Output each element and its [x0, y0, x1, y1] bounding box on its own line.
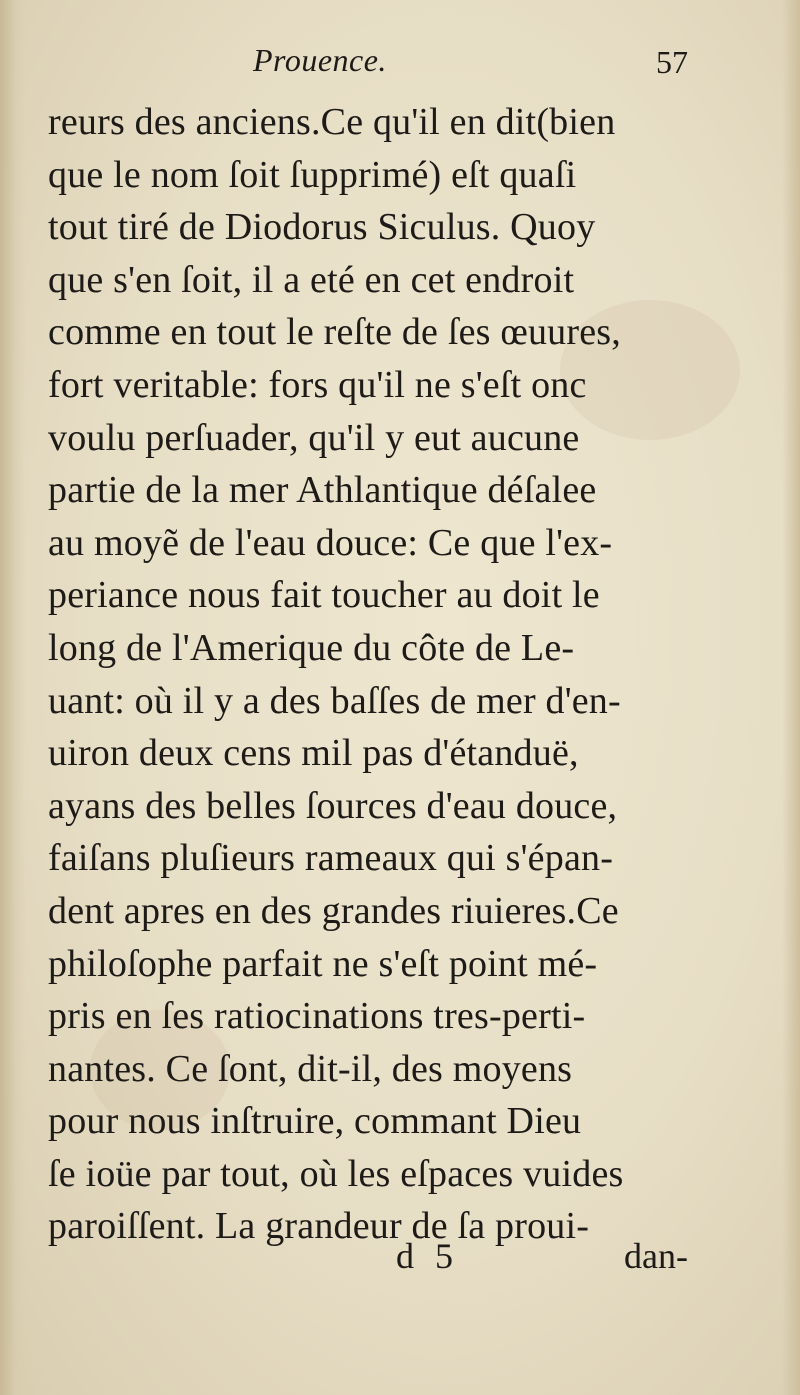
signature-mark: d 5: [396, 1236, 459, 1276]
catchword: dan-: [624, 1236, 688, 1276]
text-line: pris en ſes ratiocinations tres-perti-: [48, 995, 586, 1038]
text-line: dent apres en des grandes riuieres.Ce: [48, 889, 619, 932]
text-line: uant: où il y a des baſſes de mer d'en-: [48, 679, 621, 722]
text-line: philoſophe parfait ne s'eſt point mé-: [48, 942, 598, 985]
text-line: voulu perſuader, qu'il y eut aucune: [48, 416, 580, 459]
text-line: comme en tout le reſte de ſes œuures,: [48, 311, 621, 354]
running-head: Prouence.: [253, 42, 387, 78]
text-line: partie de la mer Athlantique déſalee: [48, 469, 597, 512]
text-line: ayans des belles ſources d'eau douce,: [48, 784, 618, 827]
text-line: fort veritable: fors qu'il ne s'eſt onc: [48, 363, 587, 406]
text-line: que le nom ſoit ſupprimé) eſt quaſi: [48, 153, 577, 196]
body-text: [48, 96, 688, 1253]
text-line: nantes. Ce ſont, dit-il, des moyens: [48, 1047, 573, 1090]
page-number: 57: [656, 44, 688, 80]
text-line: paroiſſent. La grandeur de ſa proui-: [48, 1205, 590, 1248]
page-footer: [48, 1235, 688, 1285]
text-line: periance nous fait toucher au doit le: [48, 574, 600, 617]
text-line: que s'en ſoit, il a eté en cet endroit: [48, 258, 575, 301]
text-line: tout tiré de Diodorus Siculus. Quoy: [48, 206, 596, 249]
text-line: pour nous inſtruire, commant Dieu: [48, 1100, 582, 1143]
text-line: uiron deux cens mil pas d'étanduë,: [48, 732, 579, 775]
text-line: au moyẽ de l'eau douce: Ce que l'ex-: [48, 521, 613, 564]
text-line: faiſans pluſieurs rameaux qui s'épan-: [48, 837, 614, 880]
text-line: ſe ioüe par tout, où les eſpaces vuides: [48, 1152, 624, 1195]
text-line: reurs des anciens.Ce qu'il en dit(bien: [48, 101, 616, 143]
page-header: [48, 42, 688, 92]
text-line: long de l'Amerique du côte de Le-: [48, 626, 575, 669]
